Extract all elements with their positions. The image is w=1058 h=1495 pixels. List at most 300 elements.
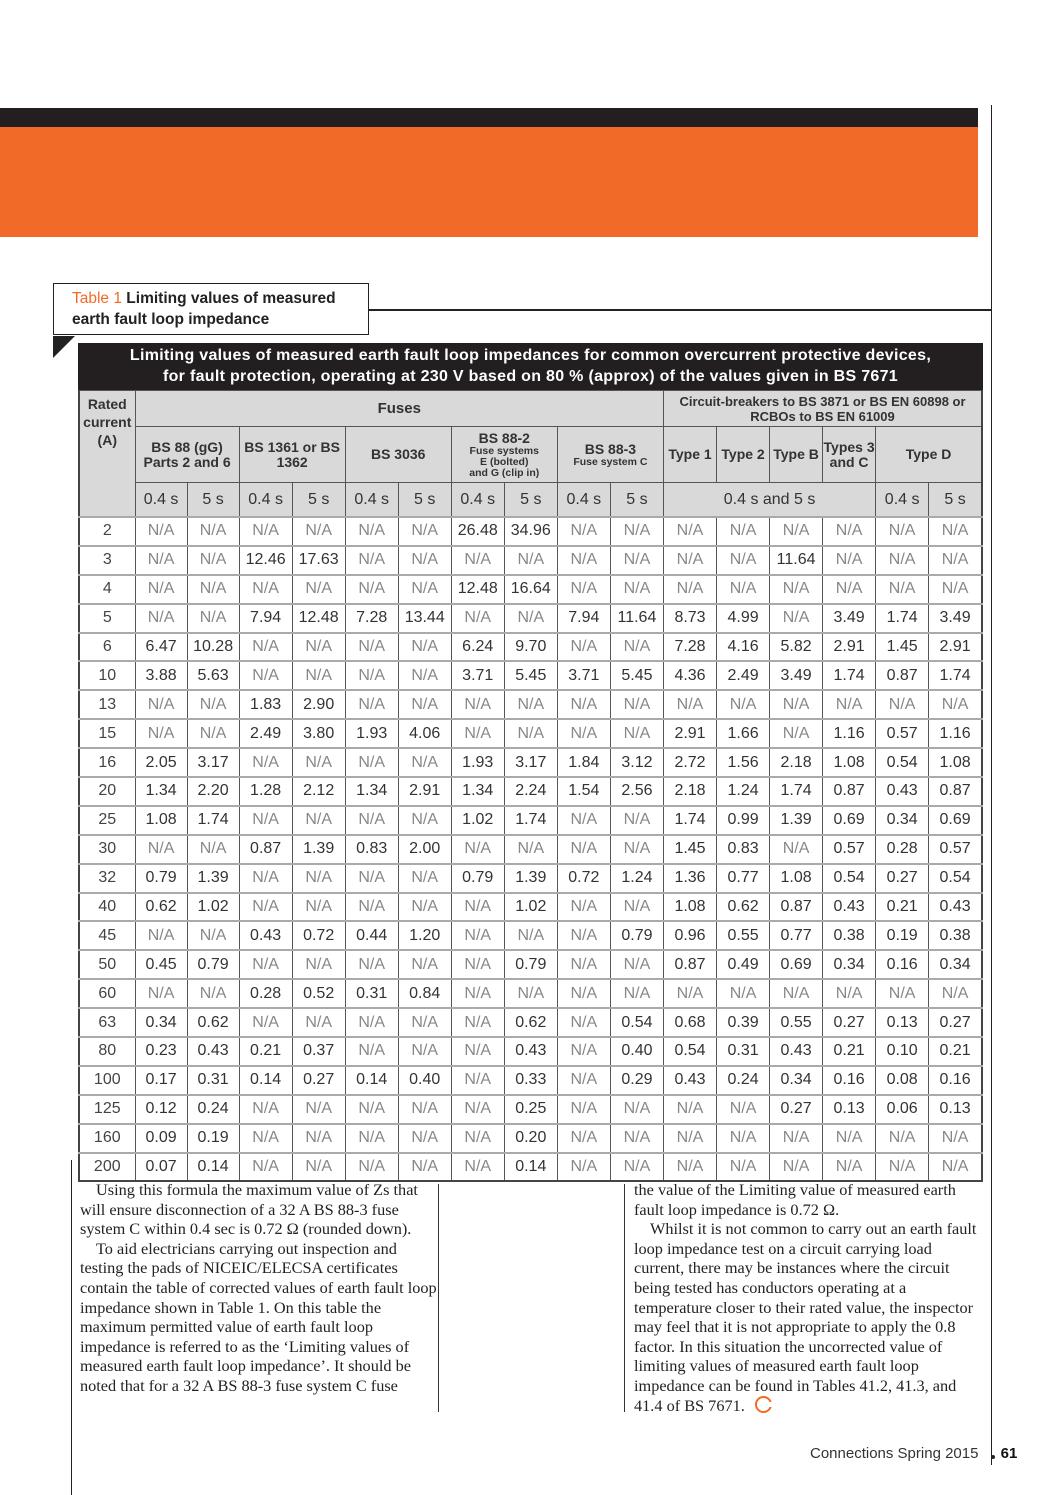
impedance-cell: 0.34 [770, 1066, 823, 1095]
impedance-cell: N/A [187, 517, 239, 546]
rated-current-cell: 100 [79, 1066, 135, 1095]
impedance-cell: N/A [292, 950, 345, 979]
impedance-cell: 0.20 [504, 1124, 557, 1153]
impedance-cell: 0.21 [239, 1037, 292, 1066]
rated-current-cell: 80 [79, 1037, 135, 1066]
impedance-cell: 1.36 [664, 864, 717, 893]
impedance-cell: N/A [504, 719, 557, 748]
impedance-cell: N/A [187, 690, 239, 719]
column-divider [438, 1184, 439, 1412]
impedance-cell: 0.10 [876, 1037, 929, 1066]
impedance-cell: N/A [610, 950, 663, 979]
fuses-group-header: Fuses [135, 391, 663, 427]
impedance-cell: 1.39 [187, 864, 239, 893]
impedance-cell: N/A [292, 1095, 345, 1124]
body-column-1 [80, 1180, 440, 1396]
impedance-cell: N/A [504, 690, 557, 719]
impedance-cell: 0.57 [929, 835, 982, 864]
impedance-cell: N/A [187, 835, 239, 864]
table-row [79, 921, 982, 950]
impedance-cell: 0.57 [823, 835, 876, 864]
impedance-cell: 0.84 [398, 979, 451, 1008]
impedance-cell: N/A [823, 517, 876, 546]
impedance-cell: 0.57 [876, 719, 929, 748]
table-row [79, 979, 982, 1008]
impedance-cell: 2.20 [187, 777, 239, 806]
impedance-cell: 0.06 [876, 1095, 929, 1124]
impedance-cell: N/A [610, 517, 663, 546]
impedance-cell: N/A [135, 546, 187, 575]
impedance-cell: 7.94 [557, 604, 610, 633]
impedance-cell: N/A [876, 979, 929, 1008]
impedance-cell: 2.00 [398, 835, 451, 864]
impedance-cell: 2.91 [929, 633, 982, 662]
impedance-cell: 3.71 [557, 661, 610, 690]
impedance-cell: N/A [929, 546, 982, 575]
impedance-cell: 3.49 [770, 661, 823, 690]
impedance-cell: N/A [664, 546, 717, 575]
impedance-cell: 0.08 [876, 1066, 929, 1095]
impedance-cell: 0.13 [876, 1008, 929, 1037]
table-row [79, 806, 982, 835]
impedance-cell: 0.54 [929, 864, 982, 893]
impedance-cell: N/A [717, 1153, 770, 1182]
bs88-header: BS 88 (gG) Parts 2 and 6 [135, 427, 239, 483]
impedance-cell: 0.27 [292, 1066, 345, 1095]
publication-name: Connections Spring 2015 [810, 1445, 979, 1462]
impedance-cell: N/A [664, 575, 717, 604]
impedance-cell: N/A [876, 1153, 929, 1182]
breakers-group-header: Circuit-breakers to BS 3871 or BS EN 60898 or RCBOs to BS EN 61009 [664, 391, 983, 427]
impedance-cell: N/A [135, 690, 187, 719]
page-left-rule [71, 1160, 72, 1495]
impedance-cell: 0.34 [135, 1008, 187, 1037]
impedance-cell: 11.64 [610, 604, 663, 633]
impedance-cell: N/A [557, 950, 610, 979]
impedance-cell: N/A [664, 979, 717, 1008]
impedance-cell: 0.19 [876, 921, 929, 950]
bs883-header [557, 427, 663, 483]
table-row [79, 575, 982, 604]
impedance-cell: 0.34 [929, 950, 982, 979]
impedance-cell: 0.54 [664, 1037, 717, 1066]
impedance-cell: N/A [398, 748, 451, 777]
impedance-cell: N/A [770, 835, 823, 864]
impedance-cell: N/A [451, 719, 504, 748]
impedance-cell: N/A [292, 1124, 345, 1153]
impedance-cell: N/A [345, 690, 398, 719]
impedance-cell: N/A [823, 1153, 876, 1182]
time-header: 0.4 s [345, 483, 398, 518]
impedance-cell: 7.94 [239, 604, 292, 633]
impedance-cell: N/A [770, 1153, 823, 1182]
table-row [79, 1124, 982, 1153]
impedance-cell: N/A [398, 1037, 451, 1066]
impedance-cell: N/A [610, 690, 663, 719]
impedance-cell: 1.56 [717, 748, 770, 777]
impedance-cell: 0.54 [823, 864, 876, 893]
table-row [79, 633, 982, 662]
impedance-cell: 0.55 [770, 1008, 823, 1037]
impedance-cell: N/A [504, 979, 557, 1008]
impedance-cell: N/A [823, 575, 876, 604]
table-title [78, 343, 983, 390]
impedance-cell: 0.27 [823, 1008, 876, 1037]
impedance-cell: N/A [292, 575, 345, 604]
impedance-cell: N/A [398, 575, 451, 604]
impedance-cell: 3.17 [187, 748, 239, 777]
impedance-cell: N/A [451, 950, 504, 979]
impedance-cell: N/A [345, 950, 398, 979]
bs882-sub2: E (bolted) [480, 455, 529, 468]
impedance-cell: 0.38 [823, 921, 876, 950]
impedance-cell: N/A [398, 633, 451, 662]
impedance-cell: N/A [398, 1008, 451, 1037]
impedance-cell: 1.39 [292, 835, 345, 864]
impedance-cell: 0.23 [135, 1037, 187, 1066]
impedance-cell: 1.74 [823, 661, 876, 690]
impedance-cell: N/A [239, 806, 292, 835]
impedance-cell: N/A [239, 1095, 292, 1124]
impedance-cell: 2.49 [717, 661, 770, 690]
impedance-cell: N/A [557, 719, 610, 748]
impedance-cell: N/A [451, 1037, 504, 1066]
impedance-cell: N/A [398, 1095, 451, 1124]
paragraph: the value of the Limiting value of measured earth fault loop impedance is 0.72 Ω. [634, 1180, 956, 1219]
impedance-cell: 1.28 [239, 777, 292, 806]
impedance-cell: 0.34 [823, 950, 876, 979]
impedance-cell: N/A [823, 1124, 876, 1153]
impedance-cell: N/A [929, 575, 982, 604]
impedance-cell: N/A [610, 979, 663, 1008]
impedance-cell: 1.74 [929, 661, 982, 690]
impedance-cell: 3.49 [823, 604, 876, 633]
impedance-cell: N/A [929, 1124, 982, 1153]
impedance-cell: N/A [451, 835, 504, 864]
impedance-cell: N/A [770, 575, 823, 604]
impedance-cell: N/A [664, 690, 717, 719]
impedance-cell: N/A [239, 1008, 292, 1037]
bs1361-header: BS 1361 or BS 1362 [239, 427, 345, 483]
impedance-cell: 6.24 [451, 633, 504, 662]
impedance-cell: 0.13 [823, 1095, 876, 1124]
table-title-line2: for fault protection, operating at 230 V based on 80 % (approx) of the values given in BS 7671 [162, 368, 899, 385]
impedance-cell: 0.17 [135, 1066, 187, 1095]
impedance-cell: 1.34 [451, 777, 504, 806]
impedance-cell: 0.27 [770, 1095, 823, 1124]
impedance-cell: N/A [451, 893, 504, 922]
impedance-cell: 0.40 [398, 1066, 451, 1095]
impedance-cell: N/A [557, 1095, 610, 1124]
impedance-cell: N/A [398, 893, 451, 922]
impedance-cell: N/A [187, 719, 239, 748]
time-header: 0.4 s [557, 483, 610, 518]
rated-current-cell: 60 [79, 979, 135, 1008]
table-title-line1: Limiting values of measured earth fault loop impedances for common overcurrent protective devices, [129, 347, 932, 364]
table-row [79, 864, 982, 893]
impedance-cell: 12.48 [292, 604, 345, 633]
impedance-cell: N/A [557, 1066, 610, 1095]
impedance-cell: N/A [398, 1124, 451, 1153]
impedance-cell: N/A [292, 1153, 345, 1182]
impedance-cell: 0.14 [187, 1153, 239, 1182]
impedance-cell: 1.39 [770, 806, 823, 835]
paragraph: To aid electricians carrying out inspection and testing the pads of NICEIC/ELECSA certificates contain the table of corrected values of earth fault loop impedance shown in Table 1. On this table the maximum permitted value of earth fault loop impedance is referred to as the ‘Limiting values of measured earth fault loop impedance’. It should be noted that for a 32 A BS 88-3 fuse system C fuse [80, 1238, 437, 1395]
time-header-both: 0.4 s and 5 s [664, 483, 876, 518]
impedance-cell: 0.54 [610, 1008, 663, 1037]
impedance-cell: 0.87 [664, 950, 717, 979]
impedance-cell: N/A [717, 1095, 770, 1124]
impedance-cell: N/A [345, 1095, 398, 1124]
rated-current-cell: 50 [79, 950, 135, 979]
impedance-cell: 0.44 [345, 921, 398, 950]
impedance-cell: 0.38 [929, 921, 982, 950]
impedance-cell: N/A [398, 950, 451, 979]
impedance-cell: 4.99 [717, 604, 770, 633]
impedance-cell: 1.08 [770, 864, 823, 893]
impedance-cell: N/A [239, 864, 292, 893]
time-header: 5 s [610, 483, 663, 518]
impedance-cell: N/A [717, 517, 770, 546]
impedance-cell: N/A [504, 546, 557, 575]
table-row [79, 777, 982, 806]
impedance-cell: 0.77 [717, 864, 770, 893]
impedance-cell: N/A [610, 546, 663, 575]
impedance-cell: 0.43 [187, 1037, 239, 1066]
impedance-cell: 0.12 [135, 1095, 187, 1124]
impedance-cell: 1.74 [504, 806, 557, 835]
impedance-cell: N/A [292, 517, 345, 546]
impedance-cell: N/A [398, 661, 451, 690]
rated-current-cell: 4 [79, 575, 135, 604]
rated-current-cell: 200 [79, 1153, 135, 1182]
impedance-cell: N/A [823, 979, 876, 1008]
bs882-sub3: and G (clip in) [469, 466, 540, 479]
impedance-cell: 3.88 [135, 661, 187, 690]
impedance-cell: N/A [398, 517, 451, 546]
impedance-cell: 0.96 [664, 921, 717, 950]
time-header: 0.4 s [876, 483, 929, 518]
impedance-cell: 0.79 [187, 950, 239, 979]
table-row [79, 1008, 982, 1037]
rated-current-cell: 63 [79, 1008, 135, 1037]
impedance-cell: N/A [770, 690, 823, 719]
impedance-cell: N/A [345, 575, 398, 604]
impedance-cell: N/A [770, 604, 823, 633]
impedance-cell: 16.64 [504, 575, 557, 604]
impedance-cell: 0.29 [610, 1066, 663, 1095]
impedance-cell: 0.43 [823, 893, 876, 922]
impedance-cell: N/A [345, 1153, 398, 1182]
impedance-cell: N/A [557, 1037, 610, 1066]
impedance-cell: N/A [345, 864, 398, 893]
impedance-cell: 1.39 [504, 864, 557, 893]
footer-dot-icon [991, 1455, 995, 1459]
impedance-cell: 2.90 [292, 690, 345, 719]
impedance-cell: 1.02 [451, 806, 504, 835]
impedance-cell: N/A [929, 690, 982, 719]
impedance-cell: N/A [451, 1095, 504, 1124]
impedance-cell: 1.02 [504, 893, 557, 922]
impedance-cell: 0.13 [929, 1095, 982, 1124]
bs882-sub1: Fuse systems [469, 444, 539, 457]
impedance-cell: N/A [717, 690, 770, 719]
table-row [79, 517, 982, 546]
impedance-cell: N/A [717, 979, 770, 1008]
impedance-cell: N/A [292, 661, 345, 690]
impedance-cell: N/A [557, 633, 610, 662]
impedance-cell: 0.31 [717, 1037, 770, 1066]
rated-current-cell: 16 [79, 748, 135, 777]
impedance-cell: N/A [451, 604, 504, 633]
impedance-cell: N/A [770, 719, 823, 748]
impedance-cell: 0.21 [823, 1037, 876, 1066]
impedance-cell: N/A [398, 806, 451, 835]
impedance-cell: 0.25 [504, 1095, 557, 1124]
impedance-cell: 5.45 [610, 661, 663, 690]
impedance-cell: 0.49 [717, 950, 770, 979]
impedance-cell: 0.27 [876, 864, 929, 893]
impedance-cell: 2.18 [770, 748, 823, 777]
impedance-cell: 5.82 [770, 633, 823, 662]
impedance-cell: 0.43 [770, 1037, 823, 1066]
impedance-cell: 0.14 [239, 1066, 292, 1095]
rated-current-cell: 6 [79, 633, 135, 662]
impedance-cell: 0.28 [876, 835, 929, 864]
impedance-cell: 0.43 [929, 893, 982, 922]
impedance-cell: 0.37 [292, 1037, 345, 1066]
impedance-cell: 0.87 [876, 661, 929, 690]
impedance-cell: 1.02 [187, 893, 239, 922]
impedance-cell: 0.43 [239, 921, 292, 950]
impedance-cell: 0.87 [823, 777, 876, 806]
impedance-cell: N/A [823, 546, 876, 575]
impedance-cell: 0.09 [135, 1124, 187, 1153]
impedance-cell: 0.62 [135, 893, 187, 922]
impedance-cell: 8.73 [664, 604, 717, 633]
impedance-cell: N/A [504, 604, 557, 633]
table-row [79, 661, 982, 690]
impedance-cell: N/A [610, 719, 663, 748]
impedance-cell: 0.28 [239, 979, 292, 1008]
impedance-cell: 0.69 [929, 806, 982, 835]
impedance-cell: 0.21 [929, 1037, 982, 1066]
impedance-cell: 1.74 [664, 806, 717, 835]
impedance-cell: N/A [557, 1008, 610, 1037]
impedance-cell: 0.14 [345, 1066, 398, 1095]
impedance-cell: N/A [610, 893, 663, 922]
time-header: 5 s [398, 483, 451, 518]
rated-current-cell: 15 [79, 719, 135, 748]
time-header: 0.4 s [239, 483, 292, 518]
connections-c-logo-icon [755, 1396, 772, 1413]
impedance-cell: N/A [345, 893, 398, 922]
table-row [79, 1066, 982, 1095]
impedance-cell: N/A [876, 1124, 929, 1153]
time-header: 0.4 s [135, 483, 187, 518]
impedance-cell: N/A [610, 633, 663, 662]
impedance-cell: N/A [451, 1124, 504, 1153]
impedance-cell: N/A [610, 1095, 663, 1124]
impedance-cell: 1.08 [823, 748, 876, 777]
rated-current-cell: 32 [79, 864, 135, 893]
impedance-cell: N/A [717, 1124, 770, 1153]
impedance-cell: N/A [135, 719, 187, 748]
impedance-cell: 34.96 [504, 517, 557, 546]
impedance-cell: 3.12 [610, 748, 663, 777]
impedance-cell: 2.72 [664, 748, 717, 777]
impedance-cell: N/A [398, 1153, 451, 1182]
impedance-cell: 0.79 [504, 950, 557, 979]
impedance-cell: N/A [187, 575, 239, 604]
impedance-cell: N/A [823, 690, 876, 719]
impedance-cell: N/A [345, 1008, 398, 1037]
impedance-cell: 1.84 [557, 748, 610, 777]
rated-current-cell: 5 [79, 604, 135, 633]
impedance-cell: 0.69 [770, 950, 823, 979]
impedance-cell: 1.83 [239, 690, 292, 719]
table-row [79, 748, 982, 777]
impedance-cell: 1.16 [823, 719, 876, 748]
impedance-cell: 0.43 [664, 1066, 717, 1095]
impedance-cell: 1.24 [717, 777, 770, 806]
impedance-cell: N/A [664, 517, 717, 546]
impedance-cell: N/A [135, 921, 187, 950]
impedance-cell: N/A [345, 806, 398, 835]
impedance-cell: N/A [610, 575, 663, 604]
impedance-cell: N/A [135, 979, 187, 1008]
body-column-2 [634, 1180, 986, 1415]
bs3036-header: BS 3036 [345, 427, 451, 483]
impedance-cell: 2.24 [504, 777, 557, 806]
impedance-cell: 2.49 [239, 719, 292, 748]
paragraph [634, 1219, 986, 1415]
impedance-cell: N/A [557, 517, 610, 546]
impedance-cell: 0.40 [610, 1037, 663, 1066]
impedance-cell: N/A [717, 575, 770, 604]
impedance-cell: N/A [451, 1153, 504, 1182]
impedance-cell: 0.99 [717, 806, 770, 835]
impedance-cell: 1.08 [135, 806, 187, 835]
impedance-cell: 1.24 [610, 864, 663, 893]
impedance-cell: 7.28 [664, 633, 717, 662]
impedance-cell: N/A [398, 690, 451, 719]
impedance-cell: 1.16 [929, 719, 982, 748]
rated-current-cell: 40 [79, 893, 135, 922]
rated-current-cell: 13 [79, 690, 135, 719]
impedance-cell: N/A [557, 921, 610, 950]
impedance-cell: 0.24 [717, 1066, 770, 1095]
impedance-cell: N/A [292, 806, 345, 835]
impedance-cell: 2.12 [292, 777, 345, 806]
impedance-cell: 0.68 [664, 1008, 717, 1037]
impedance-cell: 0.43 [876, 777, 929, 806]
table-row [79, 835, 982, 864]
impedance-cell: 4.36 [664, 661, 717, 690]
impedance-cell: 0.21 [876, 893, 929, 922]
rated-current-cell: 3 [79, 546, 135, 575]
rated-current-cell: 30 [79, 835, 135, 864]
impedance-cell: 1.34 [135, 777, 187, 806]
impedance-cell: 2.56 [610, 777, 663, 806]
impedance-cell: 26.48 [451, 517, 504, 546]
impedance-cell: 1.45 [876, 633, 929, 662]
impedance-cell: 0.54 [876, 748, 929, 777]
impedance-cell: 1.45 [664, 835, 717, 864]
impedance-cell: 1.54 [557, 777, 610, 806]
impedance-cell: N/A [929, 517, 982, 546]
impedance-cell: 2.18 [664, 777, 717, 806]
